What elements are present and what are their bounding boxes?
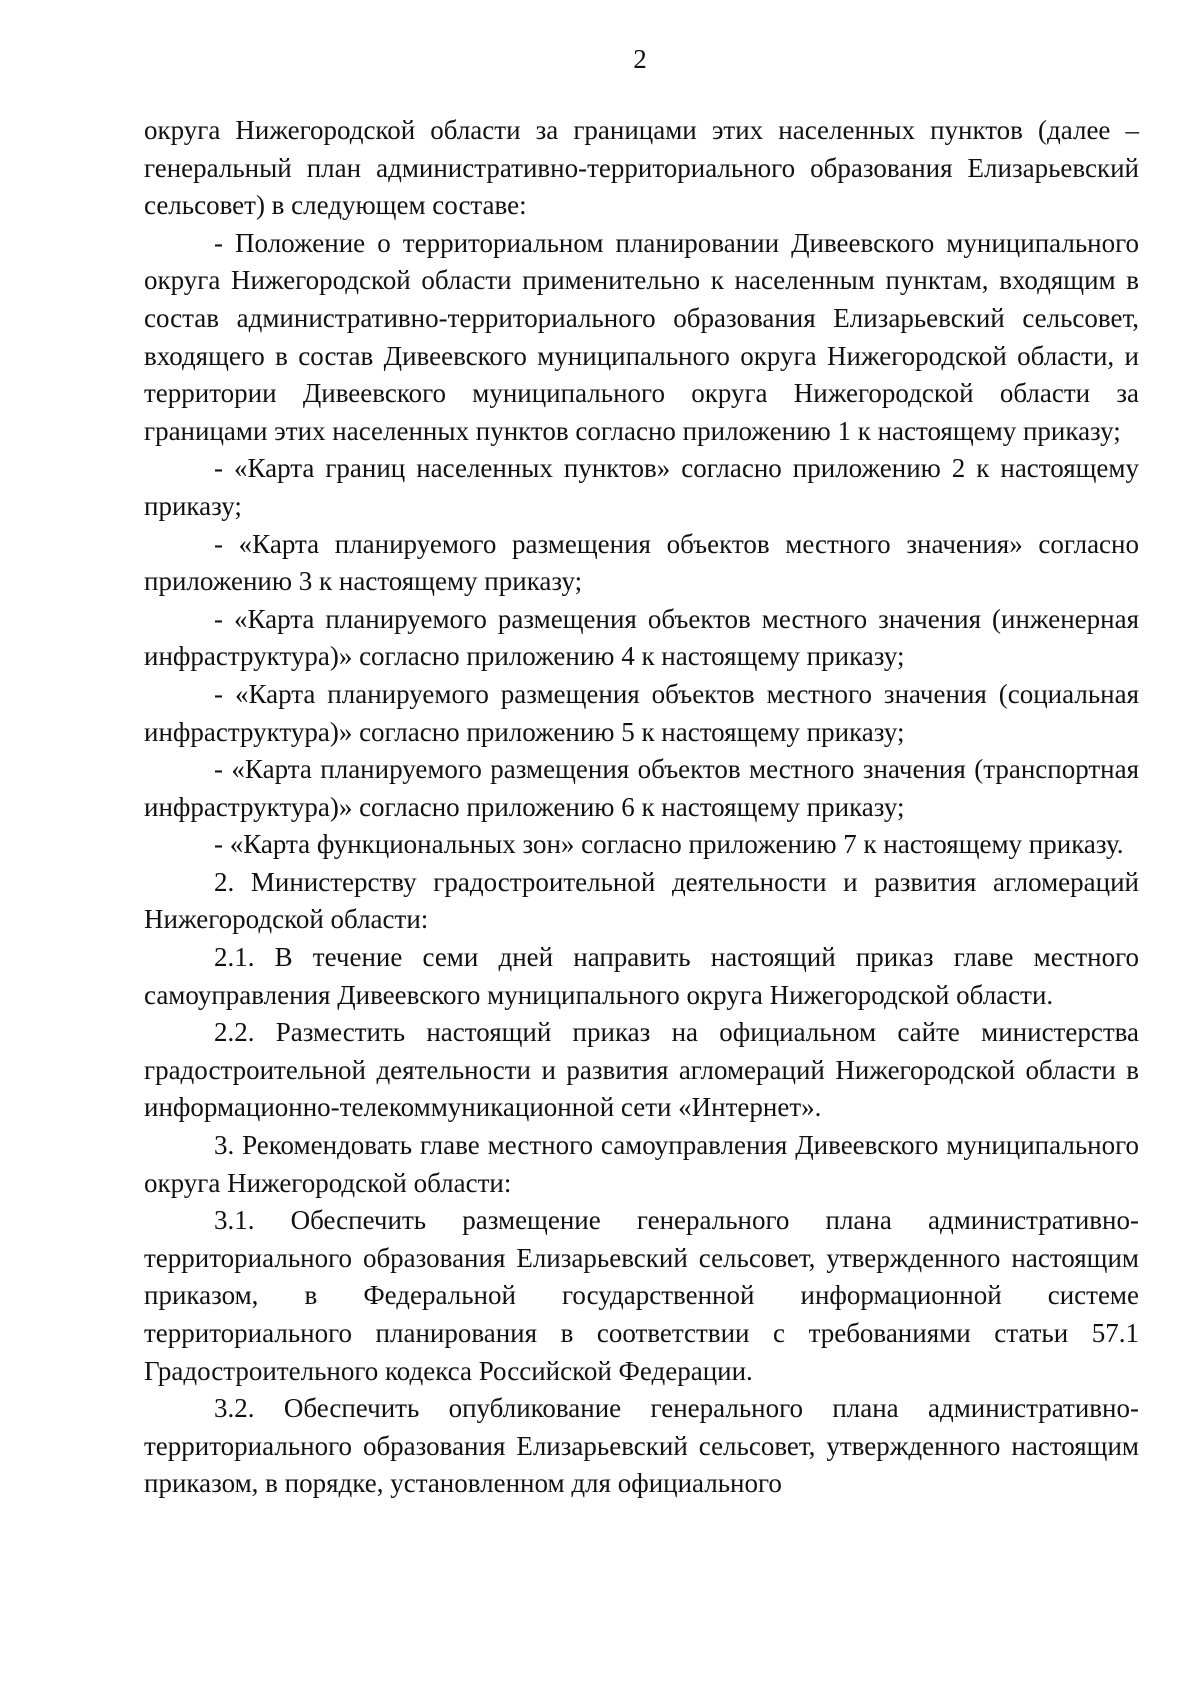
list-item-social-map: - «Карта планируемого размещения объектов местного значения (социальная инфраструктура)» согласно приложению 5 к настоящему приказу;	[144, 678, 1139, 747]
clause-2: 2. Министерству градостроительной деятельности и развития агломераций Нижегородской области:	[144, 866, 1139, 935]
list-item-transport-map: - «Карта планируемого размещения объектов местного значения (транспортная инфраструктура)» согласно приложению 6 к настоящему приказу;	[144, 754, 1139, 822]
clause-3-2: 3.2. Обеспечить опубликование генерального плана административно-территориального образования Елизарьевский сельсовет, утвержденного настоящим приказом, в порядке, установленном для официального	[144, 1393, 1139, 1499]
list-item-engineering-map: - «Карта планируемого размещения объектов местного значения (инженерная инфраструктура)» согласно приложению 4 к настоящему приказу;	[144, 603, 1139, 672]
paragraph-continuation: округа Нижегородской области за границами этих населенных пунктов (далее – генеральный план административно-территориального образования Елизарьевский сельсовет) в следующем составе:	[144, 115, 1139, 221]
list-item-settlement-borders-map: - «Карта границ населенных пунктов» согласно приложению 2 к настоящему приказу;	[144, 453, 1139, 521]
list-item-local-objects-map: - «Карта планируемого размещения объектов местного значения» согласно приложению 3 к настоящему приказу;	[144, 528, 1139, 597]
list-item-functional-zones-map: - «Карта функциональных зон» согласно приложению 7 к настоящему приказу.	[214, 829, 1124, 860]
document-body	[144, 112, 1139, 1503]
clause-3-1: 3.1. Обеспечить размещение генерального плана административно-территориального образования Елизарьевский сельсовет, утвержденного настоящим приказом, в Федеральной государственной информационной системе территориального планирования в соответствии с требованиями статьи 57.1 Градостроительного кодекса Российской Федерации.	[144, 1205, 1139, 1386]
page-number: 2	[633, 44, 647, 74]
list-item-territorial-planning: - Положение о территориальном планировании Дивеевского муниципального округа Нижегородской области применительно к населенным пунктам, входящим в состав административно-территориального образования Елизарьевский сельсовет, входящего в состав Дивеевского муниципального округа Нижегородской области, и территории Дивеевского муниципального округа Нижегородской области за границами этих населенных пунктов согласно приложению 1 к настоящему приказу;	[144, 227, 1139, 446]
clause-3: 3. Рекомендовать главе местного самоуправления Дивеевского муниципального округа Нижегородской области:	[144, 1130, 1139, 1198]
clause-2-2: 2.2. Разместить настоящий приказ на официальном сайте министерства градостроительной деятельности и развития агломераций Нижегородской области в информационно-телекоммуникационной сети «Интернет».	[144, 1017, 1139, 1123]
clause-2-1: 2.1. В течение семи дней направить настоящий приказ главе местного самоуправления Дивеевского муниципального округа Нижегородской области.	[144, 942, 1139, 1010]
